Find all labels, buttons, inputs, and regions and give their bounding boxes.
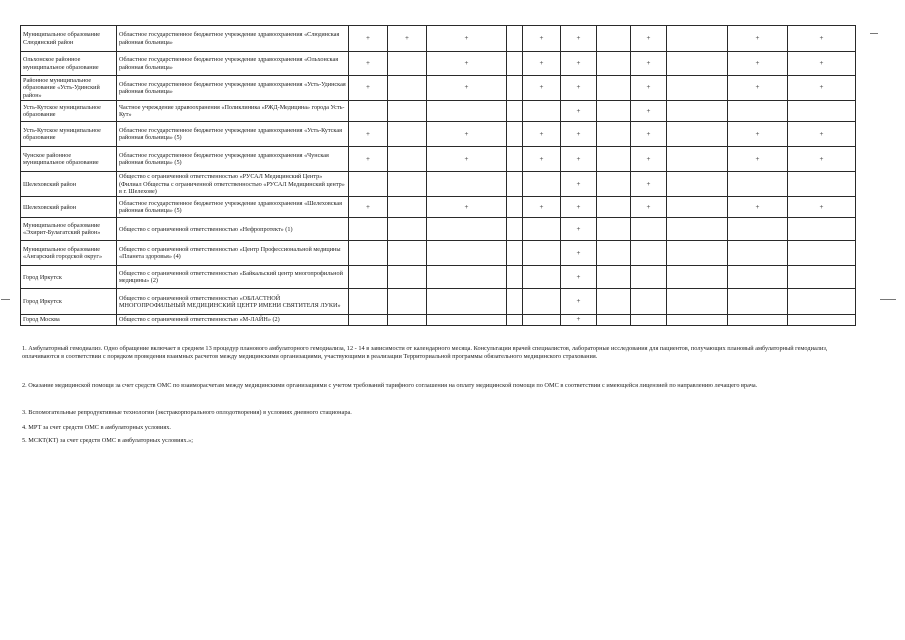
mark-cell: [388, 76, 427, 101]
mark-cell: [667, 26, 728, 52]
table-row: [21, 266, 856, 289]
organization-cell: Областное государственное бюджетное учреждение здравоохранения «Ольхонская районная больница»: [117, 52, 349, 76]
mark-cell: [597, 101, 631, 122]
mark-cell: [631, 241, 667, 266]
table-row: [21, 289, 856, 315]
mark-cell: +: [523, 52, 561, 76]
territory-cell: Муниципальное образование «Ангарский городской округ»: [21, 241, 117, 266]
territory-cell: Муниципальное образование «Эхирит-Булагатский район»: [21, 218, 117, 241]
mark-cell: +: [631, 147, 667, 172]
mark-cell: +: [561, 172, 597, 197]
mark-cell: +: [728, 76, 788, 101]
margin-rule-left: [1, 299, 10, 300]
territory-cell: Город Иркутск: [21, 266, 117, 289]
table-row: [21, 101, 856, 122]
mark-cell: +: [561, 76, 597, 101]
mark-cell: +: [427, 52, 507, 76]
mark-cell: +: [523, 122, 561, 147]
mark-cell: +: [561, 101, 597, 122]
mark-cell: [427, 101, 507, 122]
territory-cell: Шелеховский район: [21, 197, 117, 218]
mark-cell: [667, 218, 728, 241]
mark-cell: [507, 315, 523, 325]
footnote-4: 4. МРТ за счет средств ОМС в амбулаторных условиях.: [22, 424, 172, 431]
mark-cell: [667, 147, 728, 172]
mark-cell: [667, 315, 728, 325]
mark-cell: +: [728, 52, 788, 76]
mark-cell: +: [349, 147, 388, 172]
mark-cell: [388, 315, 427, 325]
mark-cell: [728, 266, 788, 289]
mark-cell: +: [728, 122, 788, 147]
mark-cell: [523, 218, 561, 241]
mark-cell: [507, 52, 523, 76]
mark-cell: [349, 172, 388, 197]
mark-cell: [631, 218, 667, 241]
mark-cell: [388, 197, 427, 218]
margin-rule-right-top: [870, 33, 878, 34]
mark-cell: [667, 197, 728, 218]
territory-cell: Шелеховский район: [21, 172, 117, 197]
mark-cell: [788, 241, 856, 266]
mark-cell: [388, 122, 427, 147]
mark-cell: [523, 172, 561, 197]
mark-cell: [667, 241, 728, 266]
mark-cell: [388, 52, 427, 76]
footnote-1: 1. Амбулаторный гемодиализ. Одно обращение включает в среднем 13 процедур планового амбулаторного гемодиализа, 12 - 14 в зависимости от календарного месяца. Консультации врачей специалистов, лабораторные исследования для пациентов, получающих плановый амбулаторный гемодиализ, оплачиваются в соответствии с порядком проведения взаимных расчетов между медицинскими организациями, участвующими в реализации Территориальной программы обязательного медицинского страхования.: [22, 345, 828, 360]
mark-cell: [597, 172, 631, 197]
mark-cell: +: [349, 76, 388, 101]
mark-cell: +: [427, 76, 507, 101]
mark-cell: [349, 241, 388, 266]
mark-cell: [597, 122, 631, 147]
organization-cell: Общество с ограниченной ответственностью «Центр Профессиональной медицины «Планета здоровья» (4): [117, 241, 349, 266]
mark-cell: [597, 147, 631, 172]
mark-cell: [788, 172, 856, 197]
mark-cell: +: [561, 122, 597, 147]
mark-cell: [427, 289, 507, 315]
mark-cell: [507, 76, 523, 101]
organization-cell: Областное государственное бюджетное учреждение здравоохранения «Чунская районная больница» (5): [117, 147, 349, 172]
mark-cell: +: [631, 76, 667, 101]
mark-cell: [728, 218, 788, 241]
mark-cell: [597, 197, 631, 218]
territory-cell: Город Иркутск: [21, 289, 117, 315]
mark-cell: [388, 241, 427, 266]
mark-cell: [597, 241, 631, 266]
mark-cell: +: [728, 197, 788, 218]
mark-cell: +: [388, 26, 427, 52]
mark-cell: [507, 197, 523, 218]
table-row: [21, 147, 856, 172]
organization-cell: Общество с ограниченной ответственностью «ОБЛАСТНОЙ МНОГОПРОФИЛЬНЫЙ МЕДИЦИНСКИЙ ЦЕНТР ИМЕНИ СВЯТИТЕЛЯ ЛУКИ»: [117, 289, 349, 315]
territory-cell: Ольхонское районное муниципальное образование: [21, 52, 117, 76]
mark-cell: +: [523, 76, 561, 101]
mark-cell: [507, 26, 523, 52]
organization-cell: Общество с ограниченной ответственностью «РУСАЛ Медицинский Центр» (Филиал Общества с ограниченной ответственностью «РУСАЛ Медицинский центр» в г. Шелехове): [117, 172, 349, 197]
mark-cell: +: [427, 122, 507, 147]
mark-cell: +: [523, 26, 561, 52]
mark-cell: [507, 172, 523, 197]
mark-cell: +: [523, 147, 561, 172]
mark-cell: +: [349, 122, 388, 147]
mark-cell: [388, 289, 427, 315]
mark-cell: [728, 101, 788, 122]
mark-cell: +: [349, 197, 388, 218]
mark-cell: +: [631, 172, 667, 197]
mark-cell: +: [631, 197, 667, 218]
mark-cell: +: [631, 122, 667, 147]
mark-cell: [667, 172, 728, 197]
mark-cell: [597, 52, 631, 76]
mark-cell: [667, 76, 728, 101]
mark-cell: +: [427, 147, 507, 172]
mark-cell: +: [349, 52, 388, 76]
territory-cell: Усть-Кутское муниципальное образование: [21, 101, 117, 122]
mark-cell: [507, 147, 523, 172]
mark-cell: [728, 315, 788, 325]
mark-cell: +: [788, 122, 856, 147]
territory-cell: Усть-Кутское муниципальное образование: [21, 122, 117, 147]
mark-cell: +: [631, 101, 667, 122]
mark-cell: [788, 315, 856, 325]
territory-cell: Муниципальное образование Слюдянский район: [21, 26, 117, 52]
territory-cell: Районное муниципальное образование «Усть-Удинский район»: [21, 76, 117, 101]
mark-cell: [388, 172, 427, 197]
mark-cell: [728, 289, 788, 315]
mark-cell: +: [561, 52, 597, 76]
table-row: [21, 218, 856, 241]
mark-cell: [507, 289, 523, 315]
organization-cell: Частное учреждение здравоохранения «Поликлиника «РЖД-Медицина» города Усть-Кут»: [117, 101, 349, 122]
mark-cell: +: [728, 26, 788, 52]
organization-cell: Областное государственное бюджетное учреждение здравоохранения «Усть-Удинская районная больница»: [117, 76, 349, 101]
mark-cell: +: [561, 26, 597, 52]
mark-cell: +: [349, 26, 388, 52]
mark-cell: +: [523, 197, 561, 218]
mark-cell: [523, 101, 561, 122]
mark-cell: +: [788, 197, 856, 218]
mark-cell: [349, 315, 388, 325]
mark-cell: [597, 218, 631, 241]
mark-cell: [388, 147, 427, 172]
mark-cell: [427, 241, 507, 266]
table-row: [21, 26, 856, 52]
mark-cell: [349, 289, 388, 315]
mark-cell: [349, 266, 388, 289]
organization-cell: Общество с ограниченной ответственностью «Нефропротект» (1): [117, 218, 349, 241]
footnote-2: 2. Оказание медицинской помощи за счет средств ОМС по взаиморасчетам между медицинскими организациями с учетом требований тарифного соглашения на оплату медицинской помощи по ОМС в соответствии с имеющейся лицензией по направлению лечащего врача.: [22, 382, 758, 389]
mark-cell: [728, 172, 788, 197]
mark-cell: +: [561, 315, 597, 325]
organization-cell: Областное государственное бюджетное учреждение здравоохранения «Шелеховская районная больница» (5): [117, 197, 349, 218]
territory-cell: Чунское районное муниципальное образование: [21, 147, 117, 172]
mark-cell: [667, 101, 728, 122]
mark-cell: +: [788, 26, 856, 52]
mark-cell: [597, 266, 631, 289]
mark-cell: [597, 315, 631, 325]
mark-cell: [667, 122, 728, 147]
mark-cell: [667, 266, 728, 289]
mark-cell: [523, 241, 561, 266]
mark-cell: [597, 26, 631, 52]
organization-cell: Областное государственное бюджетное учреждение здравоохранения «Слюдянская районная больница»: [117, 26, 349, 52]
footnote-5: 5. МСКТ(КТ) за счет средств ОМС в амбулаторных условиях.»;: [22, 437, 193, 444]
organizations-table: [20, 25, 856, 326]
mark-cell: +: [561, 266, 597, 289]
table-row: [21, 241, 856, 266]
mark-cell: [507, 241, 523, 266]
mark-cell: [597, 289, 631, 315]
mark-cell: +: [427, 26, 507, 52]
mark-cell: [349, 101, 388, 122]
mark-cell: [728, 241, 788, 266]
mark-cell: +: [561, 289, 597, 315]
mark-cell: [788, 289, 856, 315]
mark-cell: [388, 218, 427, 241]
mark-cell: [523, 266, 561, 289]
mark-cell: +: [427, 197, 507, 218]
mark-cell: [788, 101, 856, 122]
mark-cell: [507, 101, 523, 122]
mark-cell: [427, 315, 507, 325]
table-row: [21, 122, 856, 147]
mark-cell: +: [728, 147, 788, 172]
mark-cell: [507, 266, 523, 289]
territory-cell: Город Москва: [21, 315, 117, 325]
table-row: [21, 52, 856, 76]
table-row: [21, 172, 856, 197]
table-row: [21, 76, 856, 101]
mark-cell: [523, 289, 561, 315]
mark-cell: +: [631, 26, 667, 52]
mark-cell: [507, 218, 523, 241]
mark-cell: [427, 266, 507, 289]
mark-cell: [788, 266, 856, 289]
mark-cell: [388, 266, 427, 289]
table-row: [21, 315, 856, 325]
mark-cell: [349, 218, 388, 241]
mark-cell: [523, 315, 561, 325]
mark-cell: [631, 315, 667, 325]
mark-cell: [388, 101, 427, 122]
footnote-3: 3. Вспомогательные репродуктивные технологии (экстракорпорального оплодотворения) в условиях дневного стационара.: [22, 409, 352, 416]
mark-cell: +: [788, 76, 856, 101]
mark-cell: [427, 218, 507, 241]
mark-cell: +: [788, 147, 856, 172]
organization-cell: Общество с ограниченной ответственностью «Байкальский центр многопрофильной медицины» (2): [117, 266, 349, 289]
mark-cell: [507, 122, 523, 147]
mark-cell: [631, 266, 667, 289]
organization-cell: Областное государственное бюджетное учреждение здравоохранения «Усть-Кутская районная больница» (5): [117, 122, 349, 147]
mark-cell: [667, 289, 728, 315]
mark-cell: +: [788, 52, 856, 76]
mark-cell: [788, 218, 856, 241]
table-row: [21, 197, 856, 218]
mark-cell: +: [561, 197, 597, 218]
organization-cell: Общество с ограниченной ответственностью «М-ЛАЙН» (2): [117, 315, 349, 325]
mark-cell: +: [561, 147, 597, 172]
mark-cell: [631, 289, 667, 315]
mark-cell: +: [561, 218, 597, 241]
margin-rule-right: [880, 299, 896, 300]
mark-cell: [597, 76, 631, 101]
mark-cell: [667, 52, 728, 76]
mark-cell: [427, 172, 507, 197]
mark-cell: +: [561, 241, 597, 266]
mark-cell: +: [631, 52, 667, 76]
